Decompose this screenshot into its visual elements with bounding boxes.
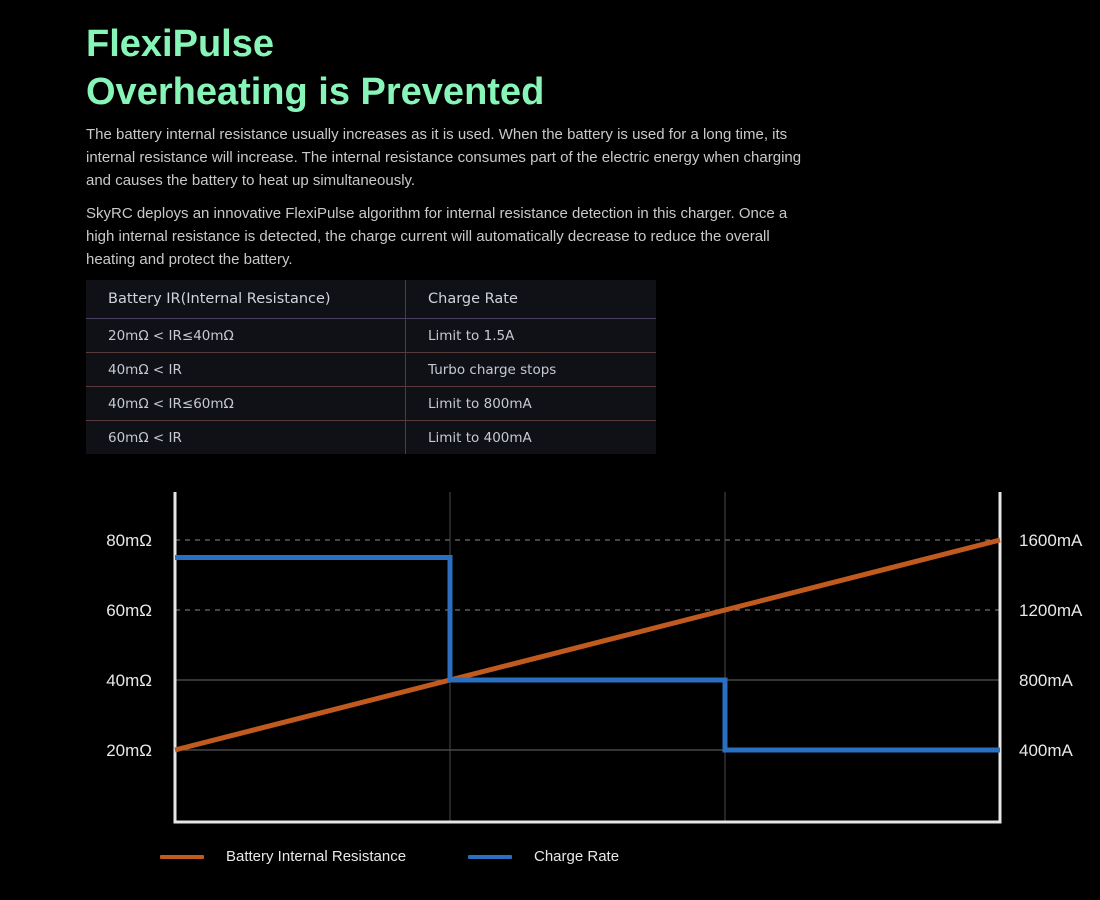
table-header-ir: Battery IR(Internal Resistance): [86, 280, 406, 319]
title-line-1: FlexiPulse: [86, 23, 274, 65]
right-tick-label: 1600mA: [1019, 531, 1083, 550]
table-cell-ir: 20mΩ < IR≤40mΩ: [86, 319, 406, 353]
left-tick-label: 40mΩ: [106, 671, 152, 690]
right-tick-label: 1200mA: [1019, 601, 1083, 620]
left-tick-label: 60mΩ: [106, 601, 152, 620]
table-cell-ir: 60mΩ < IR: [86, 421, 406, 455]
series-line-charge: [175, 558, 1000, 751]
table-header-rate: Charge Rate: [428, 291, 518, 307]
right-tick-label: 800mA: [1019, 671, 1073, 690]
table-cell-rate: Turbo charge stops: [428, 361, 557, 378]
table-row: [86, 353, 656, 387]
algorithm-paragraph: SkyRC deploys an innovative FlexiPulse algorithm for internal resistance detection in this charger. Once a high internal resistance is detected, the charge current will automatically decrease to reduce the overall heating and protect the battery.: [86, 205, 788, 268]
legend-swatch-resistance: [160, 855, 204, 859]
legend-label-charge: Charge Rate: [534, 848, 620, 865]
table-cell-rate: Limit to 400mA: [428, 429, 532, 446]
legend-item-resistance: [160, 848, 406, 865]
chart-legend: [0, 848, 1100, 872]
ir-charge-rate-table: [86, 280, 656, 454]
table-row: [86, 319, 656, 353]
title-line-2: Overheating is Prevented: [86, 71, 545, 113]
ir-charge-chart: [0, 470, 1100, 840]
table-row: [86, 387, 656, 421]
table-cell-ir: 40mΩ < IR: [86, 353, 406, 387]
legend-label-resistance: Battery Internal Resistance: [226, 848, 407, 865]
table-header-row: [86, 280, 656, 319]
series-line-resistance: [175, 540, 1000, 750]
page-title: [86, 20, 544, 116]
table-row: [86, 421, 656, 455]
legend-item-charge: [468, 848, 619, 865]
intro-paragraph: The battery internal resistance usually increases as it is used. When the battery is used for a long time, its internal resistance will increase. The internal resistance consumes part of the electric energy when charging and causes the battery to heat up simultaneously.: [86, 126, 802, 189]
right-tick-label: 400mA: [1019, 741, 1073, 760]
table-cell-rate: Limit to 1.5A: [428, 327, 515, 344]
left-tick-label: 80mΩ: [106, 531, 152, 550]
table-cell-rate: Limit to 800mA: [428, 395, 532, 412]
table-cell-ir: 40mΩ < IR≤60mΩ: [86, 387, 406, 421]
left-tick-label: 20mΩ: [106, 741, 152, 760]
legend-swatch-charge: [468, 855, 512, 859]
